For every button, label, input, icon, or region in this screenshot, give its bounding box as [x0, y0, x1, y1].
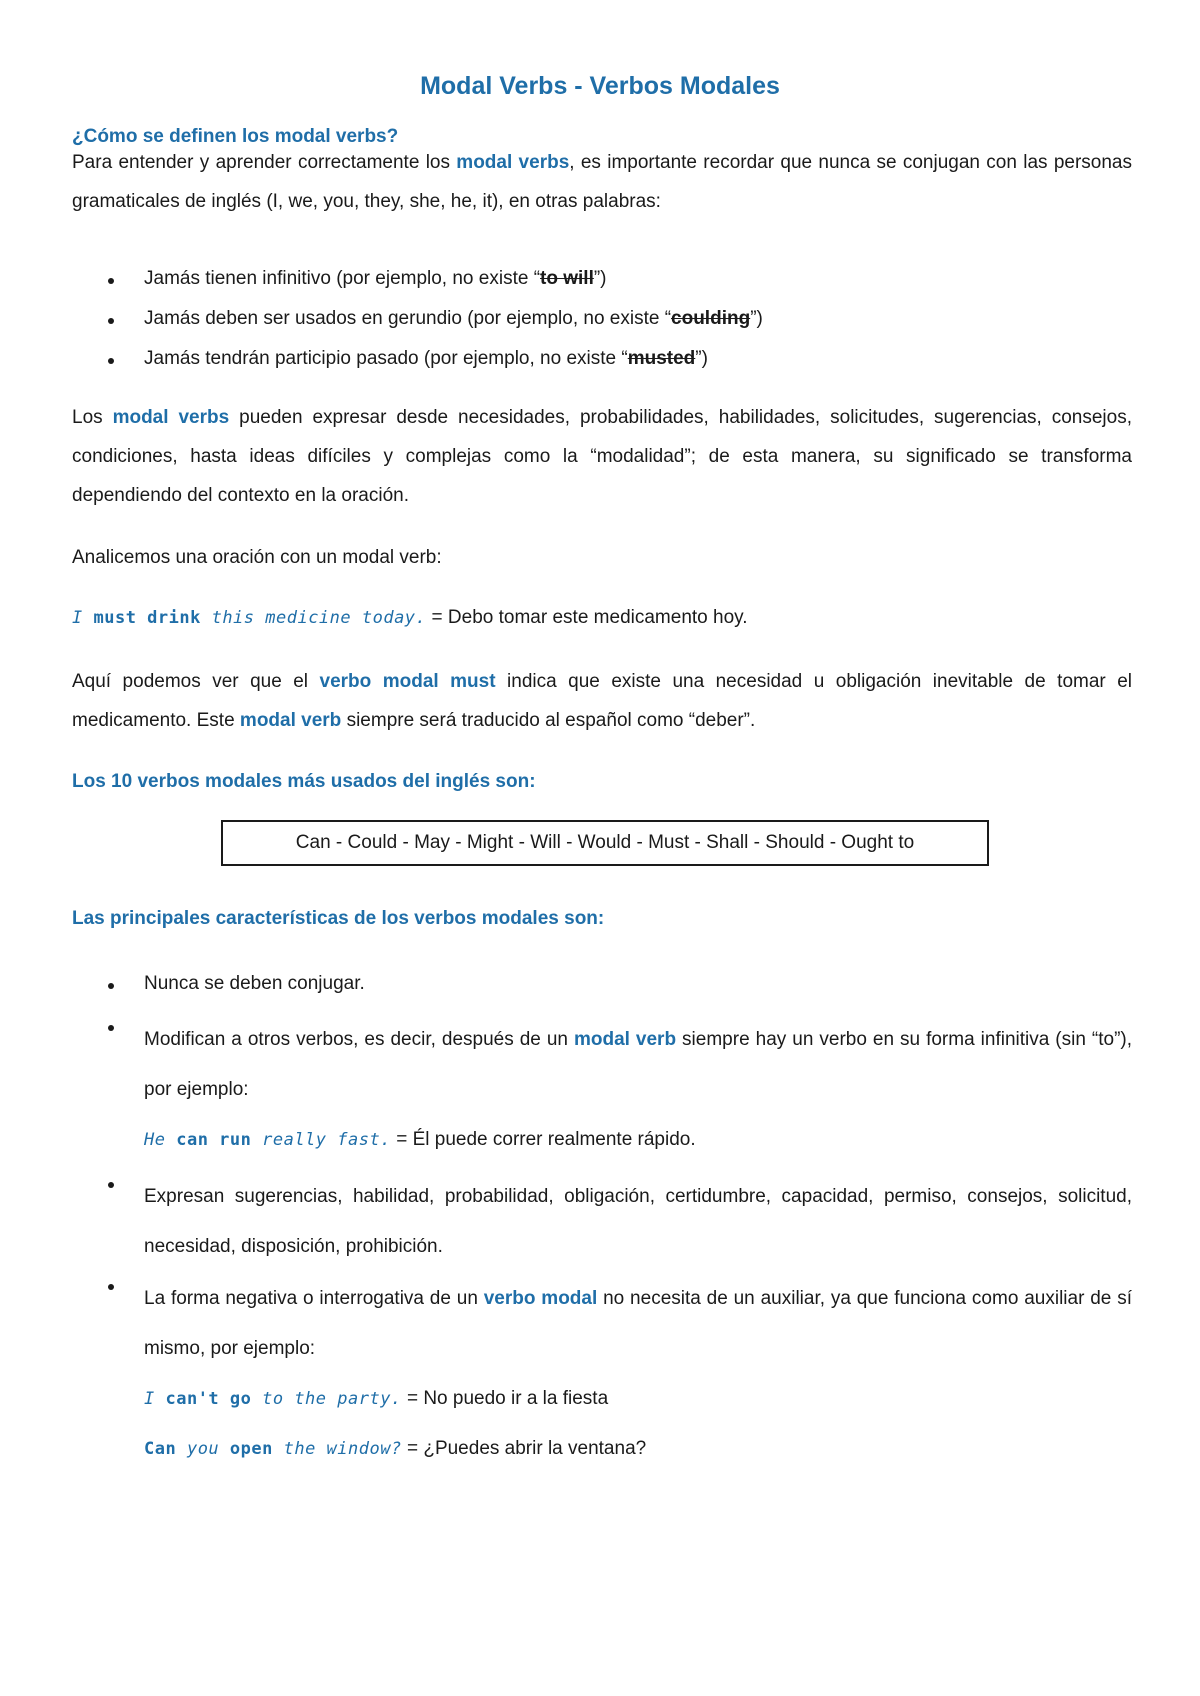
- keyword: modal verb: [573, 1029, 677, 1050]
- modal-verbs-box: Can - Could - May - Might - Will - Would - Must - Shall - Should - Ought to: [221, 820, 989, 866]
- example-translation: = ¿Puedes abrir la ventana?: [401, 1438, 647, 1459]
- example-sentence-4: Can you open the window? = ¿Puedes abrir la ventana?: [144, 1438, 647, 1459]
- keyword: verbo modal: [483, 1288, 598, 1309]
- struck-word: musted: [627, 348, 696, 369]
- list-item: Jamás tendrán participio pasado (por ejemplo, no existe “musted”): [100, 348, 1132, 388]
- characteristics-heading: Las principales características de los verbos modales son:: [72, 908, 605, 929]
- intro-paragraph: [72, 143, 1132, 221]
- struck-word: to will: [540, 268, 594, 289]
- example-sentence-3: I can't go to the party. = No puedo ir a la fiesta: [144, 1388, 609, 1409]
- must-explanation-paragraph: Aquí podemos ver que el verbo modal must indica que existe una necesidad u obligación inevitable de tomar el medicamento. Este modal verb siempre será traducido al español como “deber”.: [72, 671, 1132, 731]
- list-item: Jamás tienen infinitivo (por ejemplo, no existe “to will”): [100, 268, 1132, 308]
- example-translation: = Debo tomar este medicamento hoy.: [426, 607, 748, 628]
- characteristics-list: [100, 973, 1132, 1474]
- intro-text-b: , es importante recordar que nunca se conjugan con las personas gramaticales de inglés (I, we, you, they, she, he, it), en otras palabras:: [72, 152, 1132, 212]
- keyword: modal verbs: [112, 407, 230, 428]
- intro-keyword: modal verbs: [456, 152, 570, 173]
- example-translation: = Él puede correr realmente rápido.: [390, 1129, 696, 1150]
- modal-uses-paragraph: Los modal verbs pueden expresar desde necesidades, probabilidades, habilidades, solicitudes, sugerencias, consejos, condiciones, hasta ideas difíciles y complejas como la “modalidad”; de esta manera, su significado se transforma dependiendo del contexto en la oración.: [72, 407, 1132, 506]
- example-translation: = No puedo ir a la fiesta: [401, 1388, 609, 1409]
- analyze-line: Analicemos una oración con un modal verb:: [72, 547, 442, 568]
- example-sentence-2: He can run really fast. = Él puede correr realmente rápido.: [144, 1129, 696, 1150]
- intro-heading: ¿Cómo se definen los modal verbs?: [72, 126, 399, 147]
- page-title: Modal Verbs - Verbos Modales: [420, 72, 780, 100]
- top10-heading: Los 10 verbos modales más usados del inglés son:: [72, 771, 536, 792]
- keyword: modal verb: [239, 710, 342, 731]
- list-item: Expresan sugerencias, habilidad, probabilidad, obligación, certidumbre, capacidad, permiso, consejos, solicitud, necesidad, disposición, prohibición.: [100, 1172, 1132, 1276]
- list-item: Jamás deben ser usados en gerundio (por ejemplo, no existe “coulding”): [100, 308, 1132, 348]
- intro-text-a: Para entender y aprender correctamente los: [72, 152, 457, 173]
- keyword: verbo modal must: [319, 671, 496, 692]
- list-item: Nunca se deben conjugar.: [100, 973, 1132, 1027]
- list-item: La forma negativa o interrogativa de un verbo modal no necesita de un auxiliar, ya que funciona como auxiliar de sí mismo, por ejemplo: I can't go to the party. = No puedo ir a la fiesta Can you open the window? = ¿Puedes abrir la ventana?: [100, 1274, 1132, 1474]
- never-list: [100, 268, 1132, 388]
- list-item: Modifican a otros verbos, es decir, después de un modal verb siempre hay un verbo en su forma infinitiva (sin “to”), por ejemplo: He can run really fast. = Él puede correr realmente rápido.: [100, 1015, 1132, 1174]
- example-sentence-1: I must drink this medicine today. = Debo tomar este medicamento hoy.: [72, 607, 748, 628]
- struck-word: coulding: [671, 308, 751, 329]
